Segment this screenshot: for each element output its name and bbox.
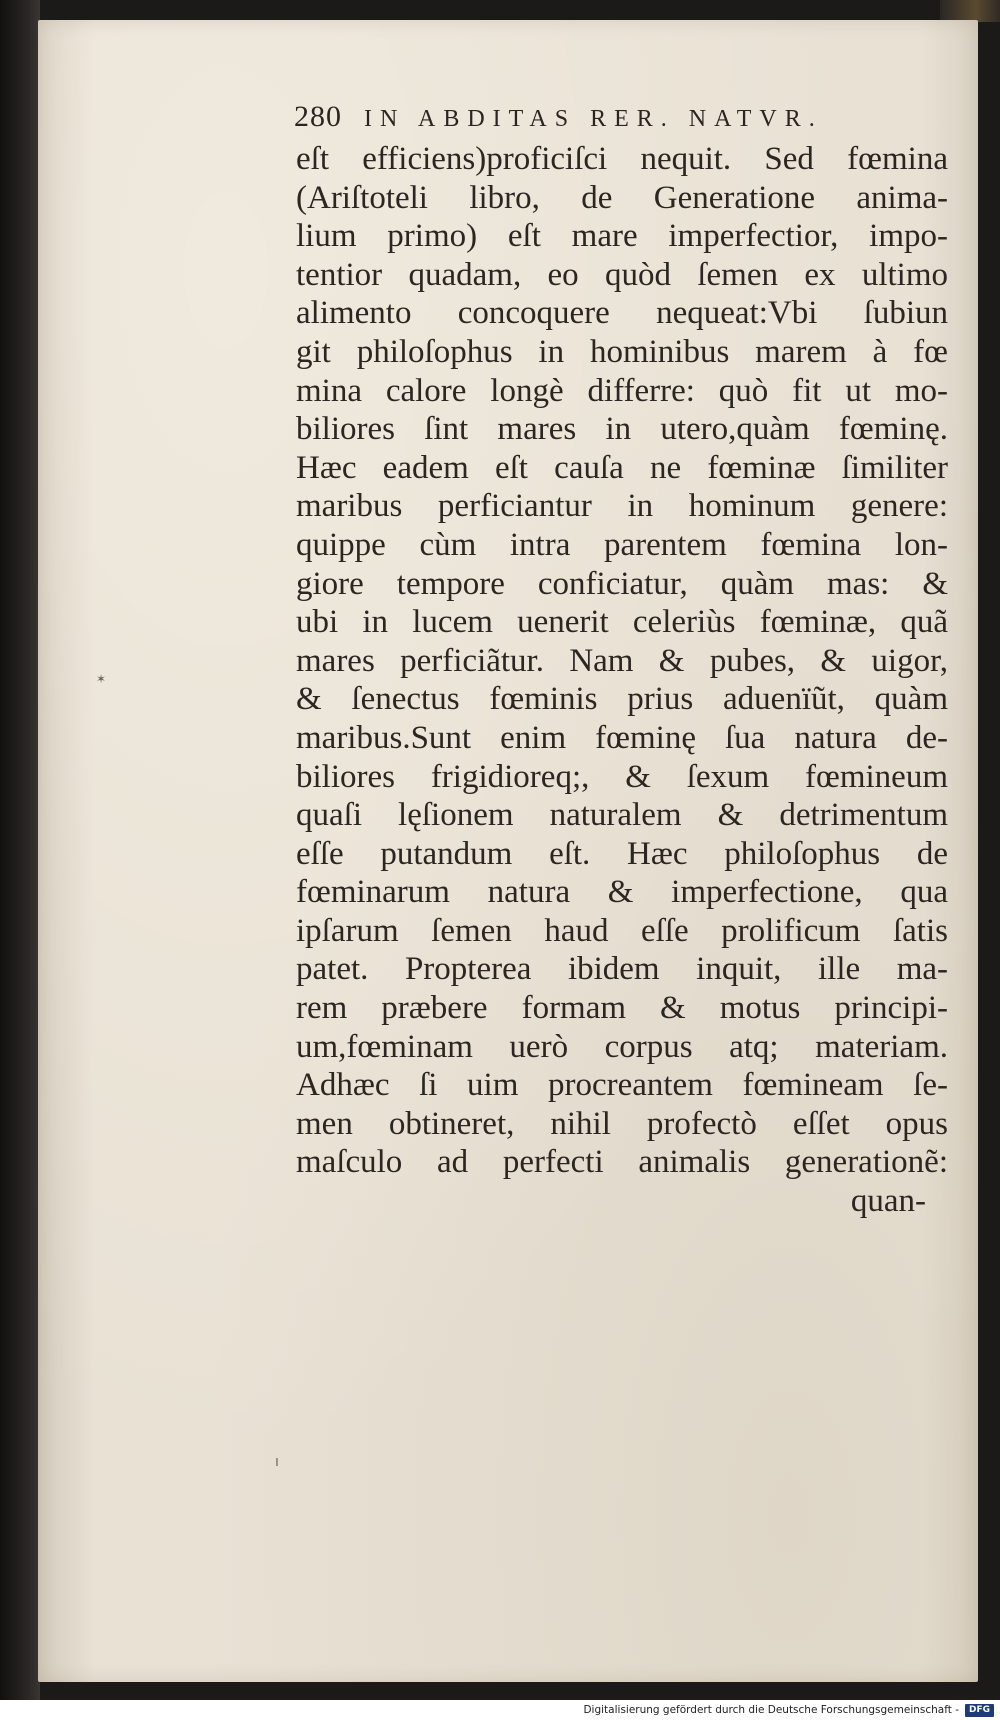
text-line: giore tempore conficiatur, quàm mas: &: [296, 565, 948, 602]
digitization-footer: [0, 1700, 1000, 1720]
text-line: Hæc eadem eſt cauſa ne fœminæ ſimiliter: [296, 449, 948, 486]
text-line: & ſenectus fœminis prius aduenïũt, quàm: [296, 681, 948, 718]
text-line: um,fœminam uerò corpus atq; materiam.: [296, 1028, 948, 1065]
text-line: (Ariſtoteli libro, de Generatione anima-: [296, 179, 948, 216]
text-line: lium primo) eſt mare imperfectior, impo-: [296, 218, 948, 255]
text-line: eſſe putandum eſt. Hæc philoſophus de: [296, 835, 948, 872]
body-text: [296, 140, 948, 1221]
text-line: maſculo ad perfecti animalis generationẽ:: [296, 1144, 948, 1181]
text-line: alimento concoquere nequeat:Vbi ſubiun: [296, 295, 948, 332]
text-line: mina calore longè differre: quò fit ut mo-: [296, 372, 948, 409]
text-line: ipſarum ſemen haud eſſe prolificum ſatis: [296, 912, 948, 949]
ink-speck: ı: [275, 1454, 279, 1470]
text-line: biliores ſint mares in utero,quàm fœminę.: [296, 411, 948, 448]
text-line: maribus perficiantur in hominum genere:: [296, 488, 948, 525]
text-line: mares perficiãtur. Nam & pubes, & uigor,: [296, 642, 948, 679]
text-line: Adhæc ſi uim procreantem fœmineam ſe-: [296, 1067, 948, 1104]
footer-credit: Digitalisierung gefördert durch die Deutsche Forschungsgemeinschaft -: [583, 1704, 959, 1716]
text-line: ubi in lucem uenerit celeriùs fœminæ, quã: [296, 604, 948, 641]
text-line: git philoſophus in hominibus marem à fœ: [296, 333, 948, 370]
running-head: [294, 100, 922, 136]
text-line: rem præbere formam & motus principi-: [296, 990, 948, 1027]
running-title: IN ABDITAS RER. NATVR.: [364, 106, 823, 132]
text-line: maribus.Sunt enim fœminę ſua natura de-: [296, 719, 948, 756]
text-line: quaſi lęſionem naturalem & detrimentum: [296, 797, 948, 834]
text-line: patet. Propterea ibidem inquit, ille ma-: [296, 951, 948, 988]
text-line: eſt efficiens)proficiſci nequit. Sed fœmina: [296, 141, 948, 177]
text-line: biliores frigidioreq;, & ſexum fœmineum: [296, 758, 948, 795]
ink-speck: ✶: [96, 672, 107, 686]
text-line: tentior quadam, eo quòd ſemen ex ultimo: [296, 256, 948, 293]
text-line: fœminarum natura & imperfectione, qua: [296, 874, 948, 911]
page-number: 280: [294, 100, 342, 133]
catchword: quan-: [850, 1183, 926, 1220]
text-line: quippe cùm intra parentem fœmina lon-: [296, 526, 948, 563]
dfg-logo: DFG: [965, 1704, 994, 1717]
text-line: men obtineret, nihil profectò eſſet opus: [296, 1105, 948, 1142]
